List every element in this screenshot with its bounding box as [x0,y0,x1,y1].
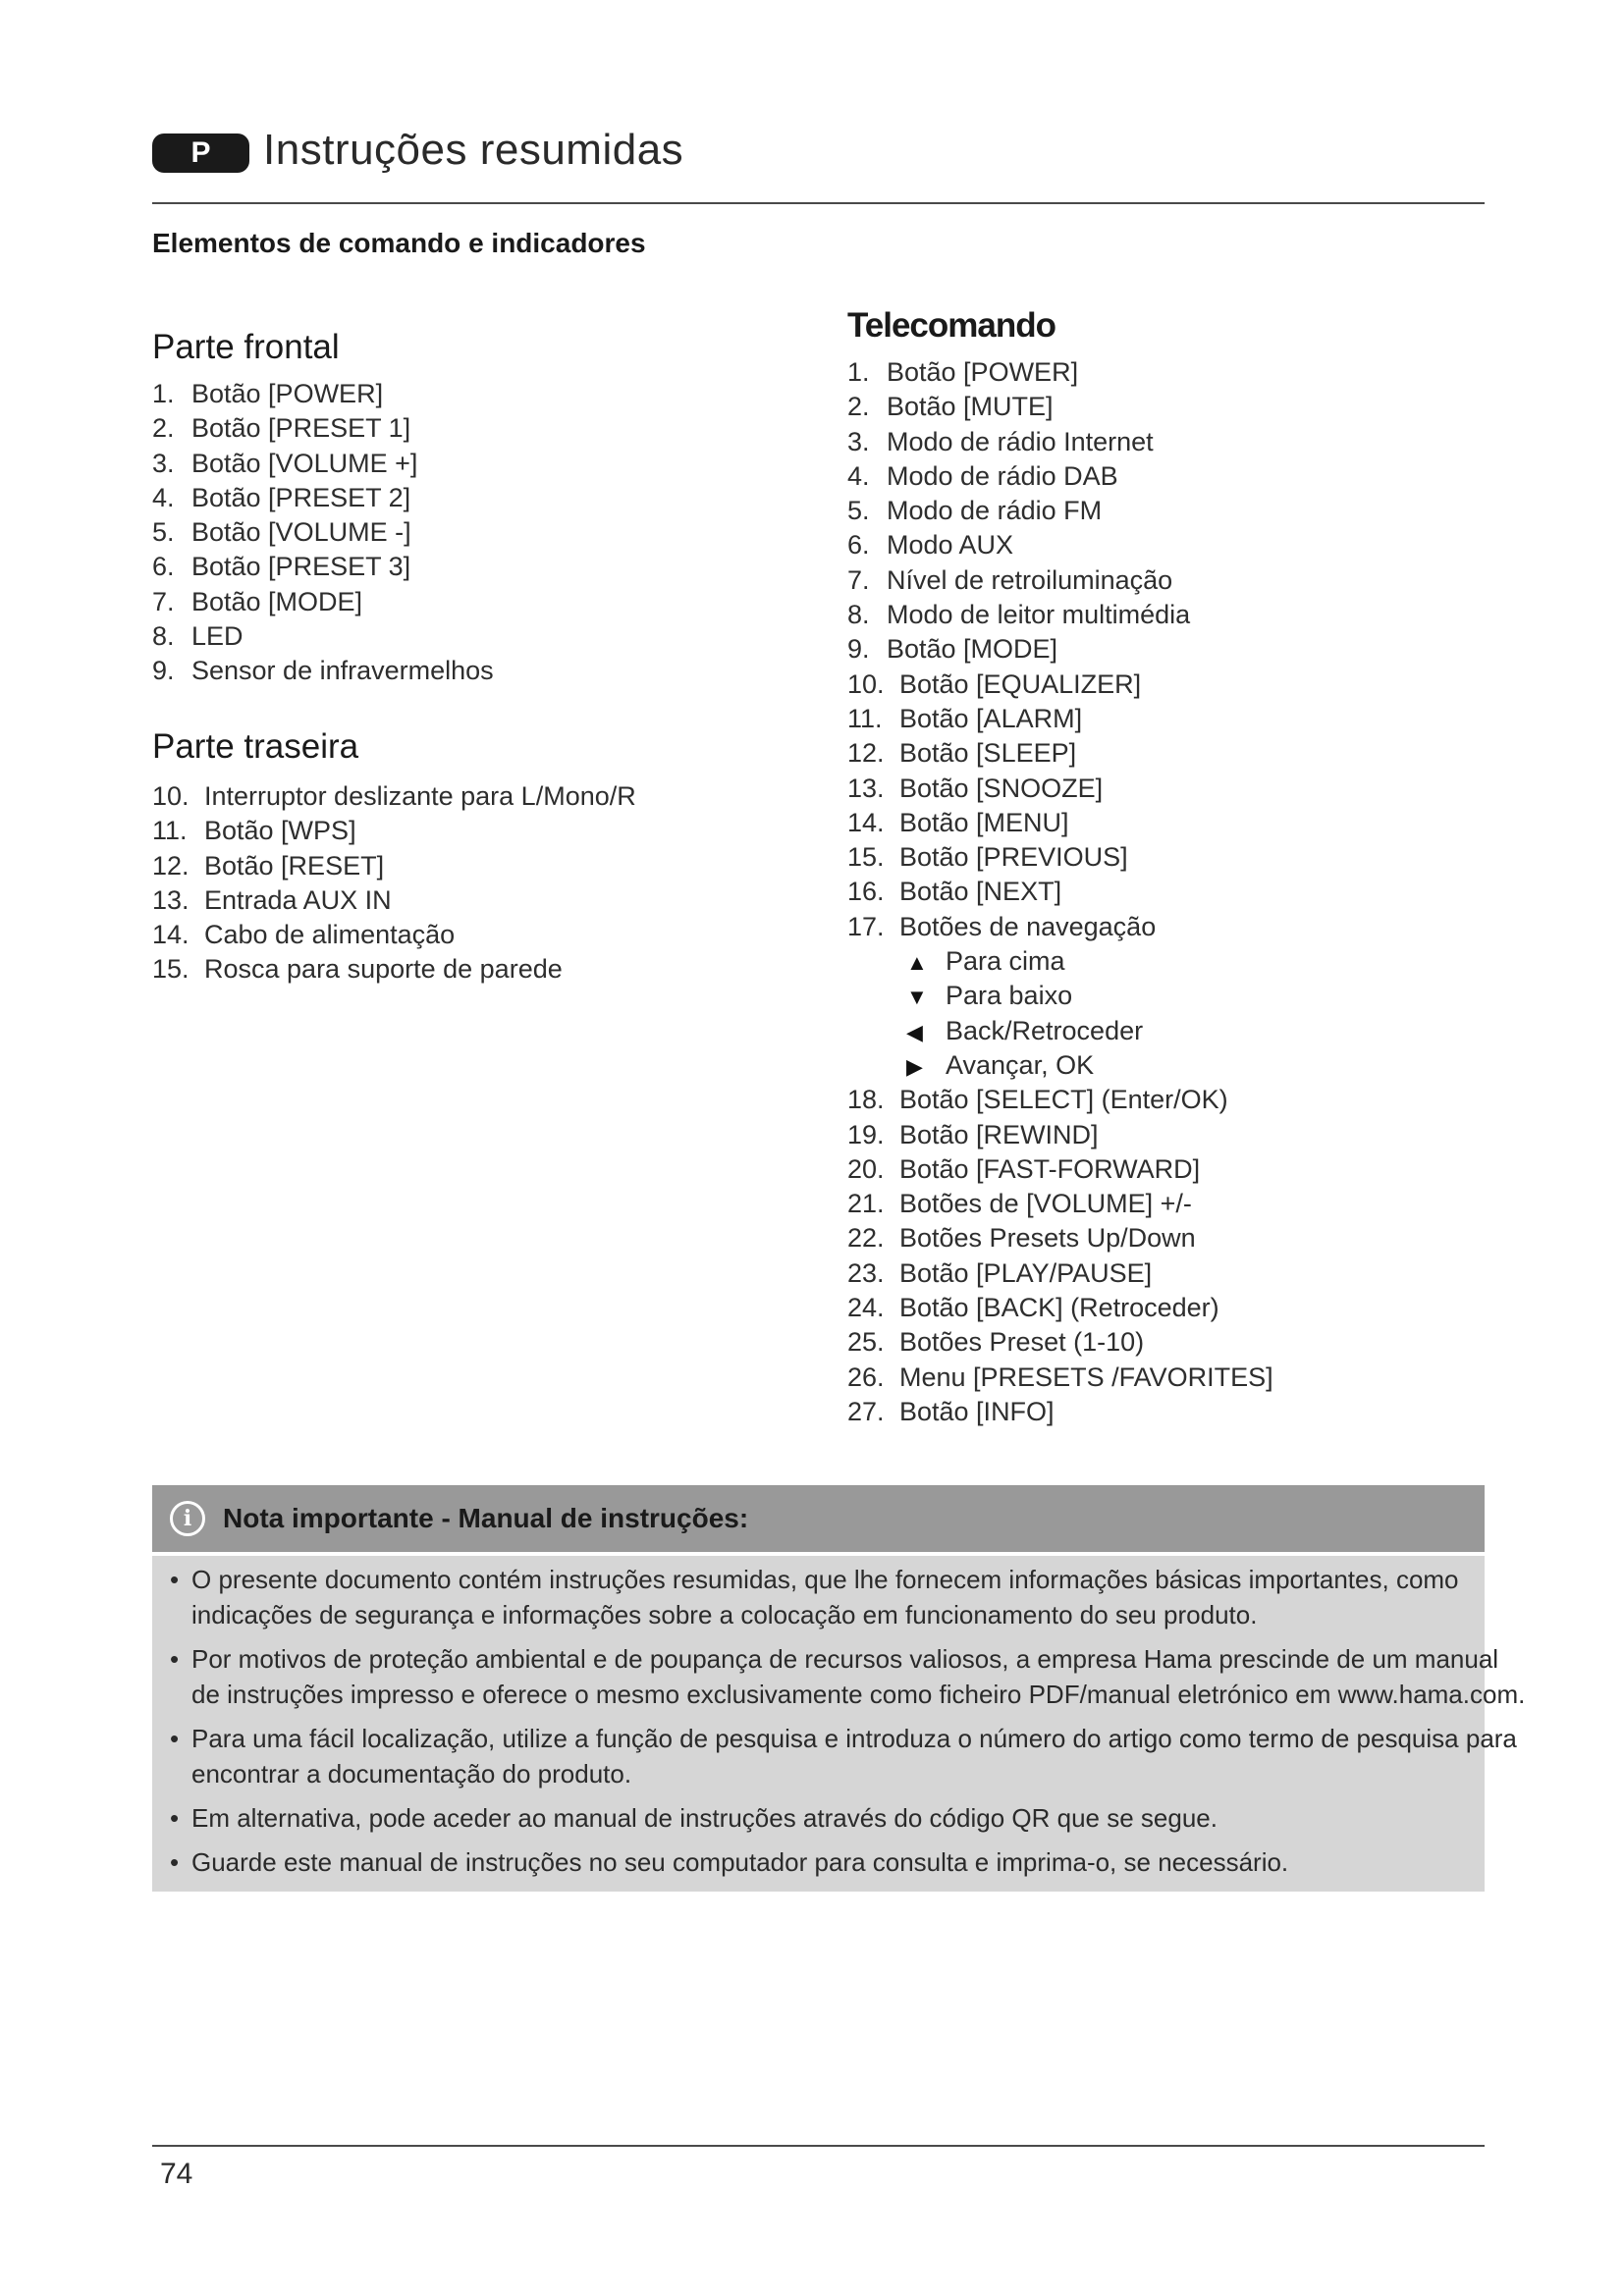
list-item [152,377,494,411]
page-number: 74 [160,2158,193,2190]
list-item [152,654,494,688]
item-label: Interruptor deslizante para L/Mono/R [204,781,636,811]
list-item [847,459,1273,494]
list-item [152,550,494,584]
item-label: Botão [SNOOZE] [899,773,1104,803]
item-label: Botão [MODE] [887,634,1058,665]
arrow-icon: ◀ [906,1019,923,1044]
note-text-line: • O presente documento contém instruções resumidas, que lhe fornecem informações básicas importantes, como [191,1565,1459,1594]
item-number: 3. [847,426,870,456]
list-item [847,1152,1273,1187]
item-number: 18. [847,1085,885,1115]
item-label: Botão [FAST-FORWARD] [899,1153,1201,1184]
item-number: 4. [847,460,870,491]
note-bullet [170,1562,1544,1632]
item-number: 21. [847,1189,885,1219]
back-heading: Parte traseira [152,727,359,766]
bottom-divider [152,2145,1485,2147]
note-bullet [170,1844,1544,1880]
item-number: 1. [847,357,870,387]
item-label: Botão [MODE] [191,586,363,616]
item-label: Botão [PRESET 1] [191,413,411,444]
item-number: 6. [152,552,175,582]
list-item [847,875,1273,909]
item-label: Botão [VOLUME -] [191,517,411,548]
item-label: Botão [WPS] [204,816,356,846]
section-heading: Elementos de comando e indicadores [152,228,646,258]
list-item [847,1083,1273,1117]
item-number: 5. [152,517,175,548]
front-items-list [152,377,494,689]
item-number: 11. [152,816,188,846]
item-label: Modo de leitor multimédia [887,600,1191,630]
item-label: LED [191,621,244,652]
item-number: 13. [152,884,189,915]
item-label: Botão [REWIND] [899,1119,1099,1149]
item-number: 14. [847,807,885,837]
item-label: Rosca para suporte de parede [204,954,563,985]
list-item [847,702,1273,736]
language-badge: P [152,133,249,173]
item-number: 4. [152,482,175,512]
item-number: 25. [847,1327,885,1358]
item-label: Botão [NEXT] [899,877,1062,907]
nav-label: Avançar, OK [946,1049,1095,1080]
top-divider [152,202,1485,204]
item-number: 8. [847,600,870,630]
item-label: Botão [BACK] (Retroceder) [899,1293,1219,1323]
note-text-line: • Para uma fácil localização, utilize a função de pesquisa e introduza o número do artigo como termo de pesquisa para [191,1724,1517,1753]
remote-items-list [847,355,1273,1429]
list-item [152,952,636,987]
item-number: 16. [847,877,885,907]
note-text-line: encontrar a documentação do produto. [191,1759,632,1789]
item-number: 20. [847,1153,885,1184]
item-number: 9. [847,634,870,665]
item-label: Botão [ALARM] [899,703,1083,733]
list-item [152,814,636,848]
list-item [847,840,1273,875]
list-item [152,447,494,481]
list-item [152,849,636,883]
list-item [152,585,494,619]
note-bullet [170,1641,1544,1712]
item-number: 2. [847,392,870,422]
nav-label: Para cima [946,946,1065,977]
item-number: 17. [847,911,885,941]
front-heading: Parte frontal [152,328,340,366]
item-label: Entrada AUX IN [204,884,392,915]
list-item [152,619,494,654]
note-header [152,1485,1485,1552]
item-number: 12. [847,738,885,769]
item-number: 26. [847,1362,885,1392]
item-label: Menu [PRESETS /FAVORITES] [899,1362,1273,1392]
arrow-icon: ▲ [906,950,928,976]
list-item [152,779,636,814]
list-item [847,1256,1273,1291]
item-number: 19. [847,1119,885,1149]
list-item [152,411,494,446]
item-label: Botão [SLEEP] [899,738,1077,769]
item-label: Botão [POWER] [887,357,1079,387]
item-number: 5. [847,496,870,526]
item-label: Botões de [VOLUME] +/- [899,1189,1192,1219]
item-number: 15. [152,954,189,985]
item-label: Modo AUX [887,530,1014,561]
note-bullet-list [170,1562,1544,1889]
item-number: 12. [152,850,189,881]
item-label: Botões Presets Up/Down [899,1223,1196,1254]
nav-subitem [847,944,1273,979]
note-text-line: • Guarde este manual de instruções no seu computador para consulta e imprima-o, se necessário. [191,1847,1289,1877]
note-text-line: • Por motivos de proteção ambiental e de poupança de recursos valiosos, a empresa Hama prescinde de um manual [191,1644,1499,1674]
list-item [847,563,1273,598]
item-label: Sensor de infravermelhos [191,656,494,686]
item-label: Botão [MUTE] [887,392,1054,422]
item-label: Botão [PRESET 3] [191,552,411,582]
nav-subitem [847,1048,1273,1083]
list-item [152,481,494,515]
list-item [847,772,1273,806]
back-items-list [152,779,636,988]
item-label: Botão [MENU] [899,807,1069,837]
list-item [847,1291,1273,1325]
item-label: Botão [INFO] [899,1396,1055,1426]
item-label: Botão [SELECT] (Enter/OK) [899,1085,1228,1115]
item-label: Modo de rádio DAB [887,460,1118,491]
item-label: Modo de rádio Internet [887,426,1154,456]
item-number: 10. [152,781,189,811]
item-number: 7. [847,564,870,595]
list-item [847,1118,1273,1152]
item-number: 23. [847,1257,885,1288]
item-label: Botões Preset (1-10) [899,1327,1145,1358]
nav-subitem [847,1014,1273,1048]
item-number: 14. [152,920,189,950]
nav-label: Para baixo [946,981,1073,1011]
list-item [847,528,1273,562]
list-item [847,1361,1273,1395]
list-item [152,515,494,550]
note-body [152,1556,1526,1892]
item-number: 3. [152,448,175,478]
page-title: Instruções resumidas [263,126,684,174]
list-item [847,1395,1273,1429]
note-text-line: indicações de segurança e informações sobre a colocação em funcionamento do seu produto. [191,1600,1258,1629]
item-number: 8. [152,621,175,652]
nav-subitem [847,979,1273,1013]
item-label: Botão [VOLUME +] [191,448,418,478]
remote-heading: Telecomando [847,306,1056,345]
list-item [847,632,1273,667]
list-item [847,425,1273,459]
item-label: Botões de navegação [899,911,1157,941]
list-item [152,883,636,918]
item-number: 9. [152,656,175,686]
item-label: Botão [PRESET 2] [191,482,411,512]
item-number: 15. [847,842,885,873]
item-number: 24. [847,1293,885,1323]
item-number: 22. [847,1223,885,1254]
list-item [847,1187,1273,1221]
arrow-icon: ▶ [906,1053,923,1079]
item-label: Nível de retroiluminação [887,564,1173,595]
list-item [152,918,636,952]
note-bullet [170,1800,1544,1836]
item-number: 1. [152,379,175,408]
nav-label: Back/Retroceder [946,1015,1144,1045]
item-number: 7. [152,586,175,616]
info-icon: i [170,1501,205,1536]
item-label: Modo de rádio FM [887,496,1103,526]
list-item [847,910,1273,944]
item-label: Botão [EQUALIZER] [899,668,1142,699]
list-item [847,667,1273,702]
note-bullet [170,1721,1544,1791]
note-text-line: de instruções impresso e oferece o mesmo exclusivamente como ficheiro PDF/manual eletrónico em www.hama.com. [191,1680,1526,1709]
item-label: Botão [PREVIOUS] [899,842,1128,873]
list-item [847,1221,1273,1255]
list-item [847,598,1273,632]
list-item [847,390,1273,424]
list-item [847,806,1273,840]
list-item [847,355,1273,390]
note-text-line: • Em alternativa, pode aceder ao manual de instruções através do código QR que se segue. [191,1803,1218,1833]
item-number: 2. [152,413,175,444]
item-label: Botão [POWER] [191,379,384,408]
item-label: Botão [PLAY/PAUSE] [899,1257,1153,1288]
item-number: 11. [847,703,883,733]
item-number: 27. [847,1396,885,1426]
item-label: Cabo de alimentação [204,920,456,950]
arrow-icon: ▼ [906,985,928,1010]
list-item [847,494,1273,528]
item-number: 6. [847,530,870,561]
note-title: Nota importante - Manual de instruções: [223,1503,749,1533]
list-item [847,736,1273,771]
item-label: Botão [RESET] [204,850,385,881]
list-item [847,1325,1273,1360]
item-number: 13. [847,773,885,803]
item-number: 10. [847,668,885,699]
